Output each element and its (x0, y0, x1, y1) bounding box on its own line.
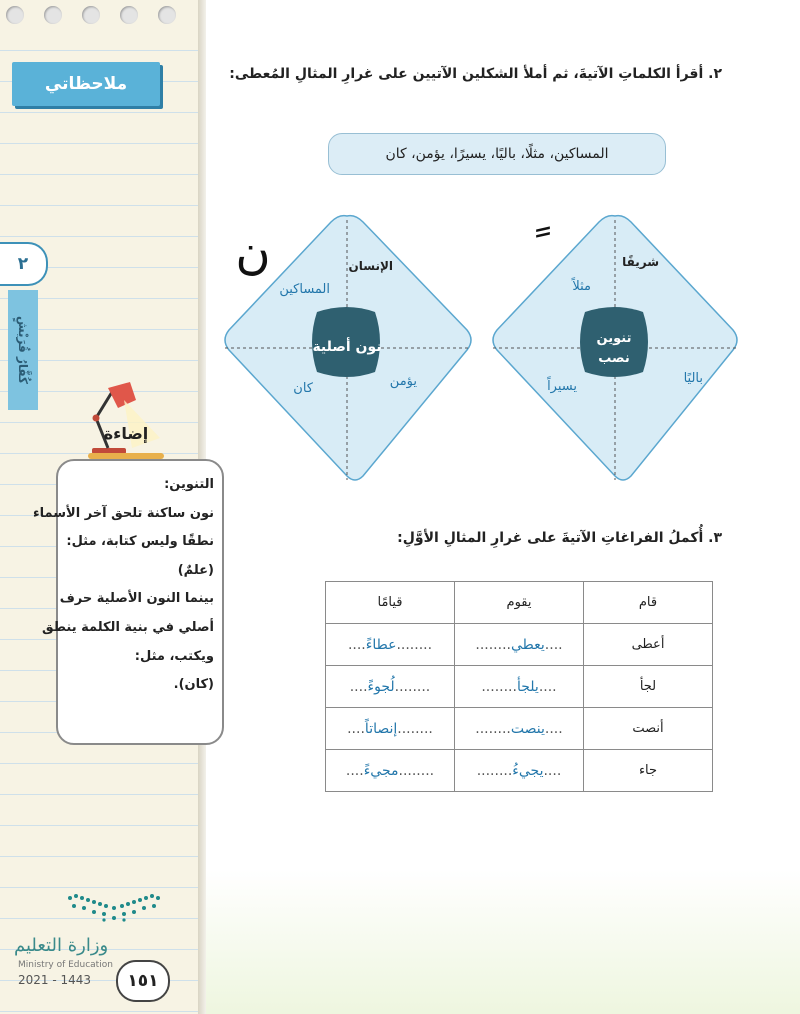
table-header-cell: قيامًا (326, 582, 455, 624)
ministry-logo-icon (64, 890, 164, 924)
table-header-cell: يقوم (455, 582, 584, 624)
page-number: ١٥١ (116, 960, 170, 1002)
question-3-instruction: ٣. أُكملُ الفراغاتِ الآتيةَ على غرارِ المثالِ الأوَّلِ: (397, 530, 722, 546)
diamond-example-word: شريفًا (622, 255, 659, 269)
diamond-answer-word: يؤمن (389, 374, 417, 389)
idaa-line: بينما النون الأصلية حرف (59, 591, 214, 607)
table-header-row (326, 582, 713, 624)
past-verb-cell: أنصت (584, 708, 713, 750)
desk-lamp-icon (78, 378, 168, 456)
diamond-center-label: نصب (598, 351, 630, 366)
ministry-name-en: Ministry of Education (18, 960, 113, 970)
diamond-center-label: تنوين (596, 331, 632, 346)
idaa-line: ويكتب، مثل: (134, 648, 214, 664)
idaa-box (33, 459, 224, 745)
diamond-answer-word: كان (293, 381, 313, 396)
verb-forms-table (325, 581, 713, 792)
idaa-line: أصلي في بنية الكلمة ينطق (42, 619, 214, 635)
masdar-answer[interactable]: ........عطاءً.... (326, 624, 455, 666)
ministry-name-ar: وزارة التعليم (14, 935, 109, 956)
unit-number-badge: ٢ (0, 242, 48, 286)
idaa-line: نطقًا وليس كتابة، مثل: (66, 534, 214, 550)
ring-hole (120, 6, 138, 24)
past-verb-cell: لجأ (584, 666, 713, 708)
word-bank: المساكين، مثلًا، باليًا، يسيرًا، يؤمن، كان (328, 133, 666, 175)
idaa-line: التنوين: (164, 477, 214, 492)
diamond-tanween-nasb (493, 216, 737, 480)
present-verb-answer[interactable]: ....يلجأ........ (455, 666, 584, 708)
question-2-instruction: ٢. أقرأ الكلماتِ الآتيةَ، ثم أملأ الشكلين الآتيين على غرارِ المثالِ المُعطى: (229, 66, 722, 82)
idaa-line: (علمٌ) (177, 562, 214, 578)
tanween-symbol (536, 226, 550, 238)
diamond-example-word: الإنسان (348, 259, 393, 273)
concept-diamonds (215, 208, 745, 493)
notes-title: ملاحظاتي (12, 62, 160, 106)
table-row (326, 624, 713, 666)
masdar-answer[interactable]: ........مجيءً.... (326, 750, 455, 792)
ring-hole (6, 6, 24, 24)
present-verb-answer[interactable]: ....يعطي........ (455, 624, 584, 666)
past-verb-cell: جاء (584, 750, 713, 792)
present-verb-answer[interactable]: ....يجيءُ........ (455, 750, 584, 792)
table-header-cell: قام (584, 582, 713, 624)
idaa-line: نون ساكنة تلحق آخر الأسماء (33, 505, 214, 521)
ring-hole (82, 6, 100, 24)
unit-label-tab: كُفَّارُ قُرَيْشٍ (8, 290, 38, 410)
diamond-answer-word: باليًا (683, 371, 703, 386)
masdar-answer[interactable]: ........لُجوءً.... (326, 666, 455, 708)
past-verb-cell: أعطى (584, 624, 713, 666)
present-verb-answer[interactable]: ....ينصت........ (455, 708, 584, 750)
page-bottom-fade (206, 870, 800, 1014)
table-row (326, 750, 713, 792)
noon-symbol: ن (235, 224, 271, 280)
ring-hole (44, 6, 62, 24)
diamond-answer-word: يسيراً (547, 379, 577, 394)
edition-year: 2021 - 1443 (18, 973, 92, 987)
table-row (326, 708, 713, 750)
diamond-center-label: نون أصلية (312, 339, 382, 355)
idaa-title: إضاءة (103, 424, 149, 443)
ring-hole (158, 6, 176, 24)
diamond-answer-word: المساكين (279, 282, 330, 297)
idaa-line: (كان). (173, 677, 214, 693)
diamond-original-noon (225, 216, 471, 480)
diamond-answer-word: مثلاً (572, 279, 591, 294)
table-row (326, 666, 713, 708)
masdar-answer[interactable]: ........إنصاتاً.... (326, 708, 455, 750)
